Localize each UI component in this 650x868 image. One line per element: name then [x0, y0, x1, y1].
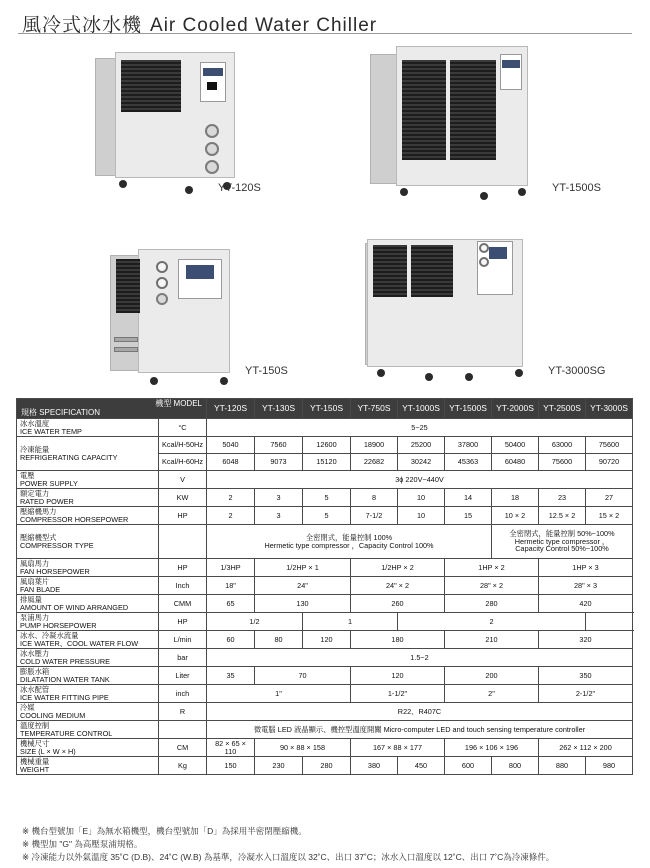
- table-cell: 167 × 88 × 177: [351, 739, 445, 757]
- table-cell: 微電腦 LED 液晶顯示、機控型溫度開關 Micro-computer LED and touch sensing temperature controller: [207, 721, 633, 739]
- row-label: 溫度控制 TEMPERATURE CONTROL: [17, 721, 159, 739]
- table-cell: 180: [351, 631, 445, 649]
- row-unit: R: [159, 703, 207, 721]
- table-cell: 2-1/2": [539, 685, 633, 703]
- table-row: [17, 525, 633, 559]
- row-label: 排風量 AMOUNT OF WIND ARRANGED: [17, 595, 159, 613]
- row-unit: KW: [159, 489, 207, 507]
- table-row: [17, 721, 633, 739]
- table-cell: 1: [303, 613, 398, 631]
- model-column-header: YT-150S: [303, 399, 351, 419]
- table-cell: 120: [303, 631, 351, 649]
- table-row: [17, 613, 633, 631]
- table-cell: 3: [255, 507, 303, 525]
- row-label: 風扇葉片 FAN BLADE: [17, 577, 159, 595]
- row-label: 冰水、冷凝水流量 ICE WATER、COOL WATER FLOW: [17, 631, 159, 649]
- table-cell: 75600: [539, 454, 586, 471]
- table-cell: 9073: [255, 454, 303, 471]
- table-cell: 45363: [445, 454, 492, 471]
- table-cell: 75600: [586, 437, 633, 454]
- table-cell: 5~25: [207, 419, 633, 437]
- model-column-header: YT-2000S: [492, 399, 539, 419]
- table-cell: 2: [207, 507, 255, 525]
- footnote: ※ 機型加 "G" 為高壓泵浦規格。: [22, 839, 143, 849]
- row-label: 泵浦馬力 PUMP HORSEPOWER: [17, 613, 159, 631]
- product-label: YT-1500S: [552, 182, 601, 194]
- footnote: ※ 冷凍能力以外氣溫度 35˚C (D.B)、24˚C (W.B) 為基準，冷凝水入口溫度以 32˚C、出口 37˚C；冰水入口溫度以 12˚C、出口 7˚C為冷凍條件。: [22, 852, 555, 862]
- row-unit: HP: [159, 507, 207, 525]
- table-cell: 12600: [303, 437, 351, 454]
- table-cell: 14: [445, 489, 492, 507]
- table-cell: 120: [351, 667, 445, 685]
- table-row: [17, 757, 633, 775]
- table-row: [17, 437, 633, 454]
- table-cell: 1.5~2: [207, 649, 633, 667]
- row-label: 機械重量 WEIGHT: [17, 757, 159, 775]
- row-unit: Kcal/H-50Hz: [159, 437, 207, 454]
- product-yt-3000sg-image: [365, 235, 530, 383]
- row-unit: HP: [159, 613, 207, 631]
- page-title: [22, 10, 377, 37]
- table-row: [17, 649, 633, 667]
- table-cell: 420: [539, 595, 633, 613]
- model-column-header: YT-2500S: [539, 399, 586, 419]
- table-cell: [586, 613, 633, 631]
- spec-header-label: 規格 SPECIFICATION: [21, 407, 100, 417]
- table-cell: 3: [255, 489, 303, 507]
- model-column-header: YT-120S: [207, 399, 255, 419]
- row-unit: °C: [159, 419, 207, 437]
- table-cell: 18": [207, 577, 255, 595]
- table-row: [17, 685, 633, 703]
- table-cell: 15120: [303, 454, 351, 471]
- row-label: 機械尺寸 SIZE (L × W × H): [17, 739, 159, 757]
- product-yt-120s-image: [95, 50, 255, 200]
- row-label: 膨脹水箱 DILATATION WATER TANK: [17, 667, 159, 685]
- table-row: [17, 507, 633, 525]
- table-cell: 60480: [492, 454, 539, 471]
- table-cell: 1/2: [207, 613, 303, 631]
- row-unit: Kg: [159, 757, 207, 775]
- row-unit: Liter: [159, 667, 207, 685]
- table-cell: 23: [539, 489, 586, 507]
- title-bar: [18, 8, 632, 34]
- table-cell: 82 × 65 × 110: [207, 739, 255, 757]
- product-yt-1500s-image: [370, 42, 535, 204]
- table-cell: 10: [398, 507, 445, 525]
- table-cell: 2: [398, 613, 586, 631]
- table-row: [17, 471, 633, 489]
- table-cell: 2": [445, 685, 539, 703]
- table-cell: 262 × 112 × 200: [539, 739, 633, 757]
- row-unit: bar: [159, 649, 207, 667]
- table-cell: 18900: [351, 437, 398, 454]
- table-cell: 28" × 2: [445, 577, 539, 595]
- product-label: YT-3000SG: [548, 365, 606, 377]
- table-row: [17, 631, 633, 649]
- row-label: 冷凍能量 REFRIGERATING CAPACITY: [17, 437, 159, 471]
- table-cell: 1/3HP: [207, 559, 255, 577]
- row-unit: [159, 721, 207, 739]
- spec-table: [16, 398, 633, 775]
- table-cell: 1/2HP × 1: [255, 559, 351, 577]
- table-cell: 600: [445, 757, 492, 775]
- table-cell: 130: [255, 595, 351, 613]
- model-column-header: YT-750S: [351, 399, 398, 419]
- table-cell: 5: [303, 489, 351, 507]
- table-cell: 8: [351, 489, 398, 507]
- table-cell: 80: [255, 631, 303, 649]
- table-cell: 150: [207, 757, 255, 775]
- model-column-header: YT-1000S: [398, 399, 445, 419]
- row-label: 電壓 POWER SUPPLY: [17, 471, 159, 489]
- table-cell: 5040: [207, 437, 255, 454]
- table-row: [17, 667, 633, 685]
- table-cell: 800: [492, 757, 539, 775]
- table-cell: 90720: [586, 454, 633, 471]
- table-cell: 320: [539, 631, 633, 649]
- product-yt-150s-image: [110, 245, 240, 390]
- row-unit: CM: [159, 739, 207, 757]
- table-cell: 60: [207, 631, 255, 649]
- footnotes: [22, 825, 554, 864]
- table-cell: 260: [351, 595, 445, 613]
- table-cell: 10: [398, 489, 445, 507]
- table-cell: 12.5 × 2: [539, 507, 586, 525]
- table-corner-cell: [17, 399, 207, 419]
- row-label: 冰水配管 ICE WATER FITTING PIPE: [17, 685, 159, 703]
- table-header-row: [17, 399, 633, 419]
- table-cell: 35: [207, 667, 255, 685]
- table-cell: 15 × 2: [586, 507, 633, 525]
- table-cell: 37800: [445, 437, 492, 454]
- table-cell: 全密閉式，能量控制 50%~100% Hermetic type compressor ， Capacity Control 50%~100%: [492, 525, 633, 559]
- table-cell: 全密閉式，能量控制 100% Hermetic type compressor ，Capacity Control 100%: [207, 525, 492, 559]
- row-unit: HP: [159, 559, 207, 577]
- row-label: 冰水溫度 ICE WATER TEMP: [17, 419, 159, 437]
- table-cell: 7-1/2: [351, 507, 398, 525]
- table-cell: R22、R407C: [207, 703, 633, 721]
- table-cell: 18: [492, 489, 539, 507]
- table-cell: 280: [445, 595, 539, 613]
- row-unit: Inch: [159, 577, 207, 595]
- table-cell: 1-1/2": [351, 685, 445, 703]
- table-cell: 350: [539, 667, 633, 685]
- table-row: [17, 489, 633, 507]
- table-cell: 3ϕ 220V~440V: [207, 471, 633, 489]
- product-label: YT-150S: [245, 365, 288, 377]
- table-cell: 27: [586, 489, 633, 507]
- table-cell: 10 × 2: [492, 507, 539, 525]
- table-cell: 5: [303, 507, 351, 525]
- table-row: [17, 419, 633, 437]
- table-cell: 28" × 3: [539, 577, 633, 595]
- table-cell: 25200: [398, 437, 445, 454]
- table-cell: 24" × 2: [351, 577, 445, 595]
- row-unit: CMM: [159, 595, 207, 613]
- table-cell: 24": [255, 577, 351, 595]
- model-column-header: YT-130S: [255, 399, 303, 419]
- table-cell: 30242: [398, 454, 445, 471]
- table-cell: 50400: [492, 437, 539, 454]
- table-cell: 2: [207, 489, 255, 507]
- table-cell: 6048: [207, 454, 255, 471]
- table-cell: 1HP × 3: [539, 559, 633, 577]
- table-cell: 200: [445, 667, 539, 685]
- table-cell: 7560: [255, 437, 303, 454]
- model-column-header: YT-1500S: [445, 399, 492, 419]
- table-cell: 880: [539, 757, 586, 775]
- row-label: 風扇馬力 FAN HORSEPOWER: [17, 559, 159, 577]
- table-row: [17, 595, 633, 613]
- table-cell: 70: [255, 667, 351, 685]
- table-row: [17, 703, 633, 721]
- table-row: [17, 559, 633, 577]
- table-cell: 15: [445, 507, 492, 525]
- model-column-header: YT-3000S: [586, 399, 633, 419]
- model-header-label: 機型 MODEL: [155, 399, 202, 408]
- row-label: 冷媒 COOLING MEDIUM: [17, 703, 159, 721]
- table-cell: 280: [303, 757, 351, 775]
- table-cell: 90 × 88 × 158: [255, 739, 351, 757]
- row-label: 額定電力 RATED POWER: [17, 489, 159, 507]
- row-unit: V: [159, 471, 207, 489]
- table-cell: 230: [255, 757, 303, 775]
- table-row: [17, 577, 633, 595]
- table-cell: 380: [351, 757, 398, 775]
- table-row: [17, 739, 633, 757]
- table-cell: 450: [398, 757, 445, 775]
- row-unit: inch: [159, 685, 207, 703]
- table-cell: 63000: [539, 437, 586, 454]
- row-unit: L/min: [159, 631, 207, 649]
- table-cell: 980: [586, 757, 633, 775]
- row-label: 壓縮機馬力 COMPRESSOR HORSEPOWER: [17, 507, 159, 525]
- table-cell: 1": [207, 685, 351, 703]
- table-cell: 22682: [351, 454, 398, 471]
- row-unit: Kcal/H-60Hz: [159, 454, 207, 471]
- title-english: Air Cooled Water Chiller: [150, 15, 378, 36]
- title-chinese: 風冷式冰水機: [22, 14, 143, 36]
- footnote: ※ 機台型號加「E」為無水箱機型，機台型號加「D」為採用半密閉壓縮機。: [22, 826, 307, 836]
- table-cell: 196 × 106 × 196: [445, 739, 539, 757]
- row-label: 冰水壓力 COLD WATER PRESSURE: [17, 649, 159, 667]
- row-label: 壓縮機型式 COMPRESSOR TYPE: [17, 525, 159, 559]
- table-cell: 1HP × 2: [445, 559, 539, 577]
- table-cell: 1/2HP × 2: [351, 559, 445, 577]
- table-cell: 210: [445, 631, 539, 649]
- row-unit: [159, 525, 207, 559]
- product-label: YT-120S: [218, 182, 261, 194]
- table-cell: 65: [207, 595, 255, 613]
